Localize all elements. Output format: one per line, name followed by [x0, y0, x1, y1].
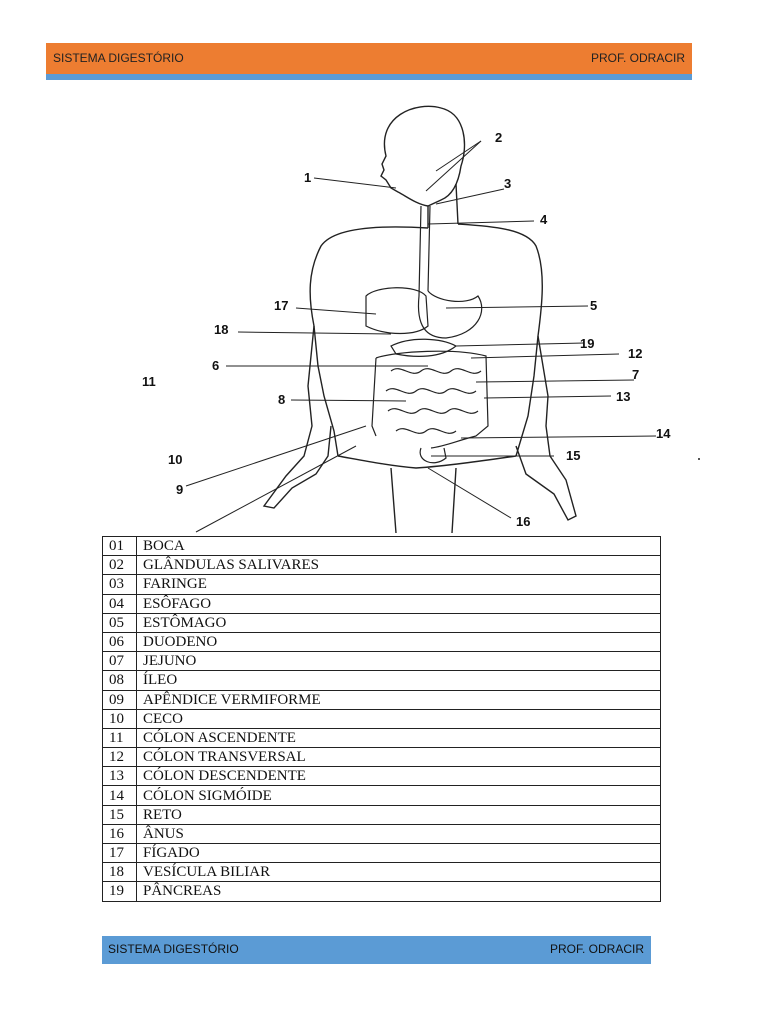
- diagram-label-16: 16: [516, 514, 531, 529]
- table-row: [103, 613, 661, 632]
- row-name: JEJUNO: [137, 652, 661, 671]
- row-number: 11: [103, 728, 137, 747]
- row-number: 15: [103, 805, 137, 824]
- row-name: CECO: [137, 709, 661, 728]
- table-row: [103, 671, 661, 690]
- diagram-label-15: 15: [566, 448, 581, 463]
- row-name: BOCA: [137, 537, 661, 556]
- row-name: CÓLON ASCENDENTE: [137, 728, 661, 747]
- diagram-label-9: 9: [176, 482, 184, 497]
- diagram-label-7: 7: [632, 367, 640, 382]
- row-name: ESTÔMAGO: [137, 613, 661, 632]
- diagram-label-8: 8: [278, 392, 286, 407]
- row-number: 05: [103, 613, 137, 632]
- diagram-label-1: 1: [304, 170, 312, 185]
- table-row: [103, 805, 661, 824]
- diagram-label-5: 5: [590, 298, 598, 313]
- diagram-label-13: 13: [616, 389, 631, 404]
- row-number: 04: [103, 594, 137, 613]
- diagram-label-19: 19: [580, 336, 595, 351]
- row-name: VESÍCULA BILIAR: [137, 863, 661, 882]
- row-name: RETO: [137, 805, 661, 824]
- table-row: [103, 632, 661, 651]
- row-number: 03: [103, 575, 137, 594]
- table-row: [103, 844, 661, 863]
- diagram-label-3: 3: [504, 176, 512, 191]
- table-row: [103, 690, 661, 709]
- stray-dot: [698, 458, 700, 460]
- row-number: 17: [103, 844, 137, 863]
- row-number: 14: [103, 786, 137, 805]
- row-name: FARINGE: [137, 575, 661, 594]
- row-name: CÓLON SIGMÓIDE: [137, 786, 661, 805]
- row-name: ESÔFAGO: [137, 594, 661, 613]
- diagram-label-11: 11: [142, 374, 156, 389]
- table-row: [103, 652, 661, 671]
- row-number: 08: [103, 671, 137, 690]
- page-footer: [102, 936, 651, 964]
- table-row: [103, 556, 661, 575]
- row-name: GLÂNDULAS SALIVARES: [137, 556, 661, 575]
- header-title: SISTEMA DIGESTÓRIO: [53, 51, 184, 65]
- table-row: [103, 575, 661, 594]
- row-number: 13: [103, 767, 137, 786]
- table-row: [103, 537, 661, 556]
- table-row: [103, 728, 661, 747]
- digestive-system-diagram: [142, 96, 671, 533]
- diagram-label-12: 12: [628, 346, 643, 361]
- diagram-label-14: 14: [656, 426, 671, 441]
- header-author: PROF. ODRACIR: [590, 51, 685, 65]
- row-number: 02: [103, 556, 137, 575]
- table-row: [103, 594, 661, 613]
- page-header: [46, 43, 692, 80]
- table-row: [103, 767, 661, 786]
- header-stripe: [46, 74, 692, 80]
- row-name: DUODENO: [137, 632, 661, 651]
- table-row: [103, 863, 661, 882]
- row-number: 06: [103, 632, 137, 651]
- organs-table: [102, 536, 661, 902]
- row-name: ÂNUS: [137, 824, 661, 843]
- diagram-label-2: 2: [495, 130, 503, 145]
- table-row: [103, 824, 661, 843]
- row-number: 12: [103, 748, 137, 767]
- diagram-label-18: 18: [214, 322, 229, 337]
- row-number: 18: [103, 863, 137, 882]
- row-name: ÍLEO: [137, 671, 661, 690]
- row-number: 10: [103, 709, 137, 728]
- row-number: 09: [103, 690, 137, 709]
- row-name: APÊNDICE VERMIFORME: [137, 690, 661, 709]
- diagram-label-4: 4: [540, 212, 548, 227]
- table-row: [103, 882, 661, 901]
- table-row: [103, 748, 661, 767]
- row-number: 16: [103, 824, 137, 843]
- row-name: CÓLON TRANSVERSAL: [137, 748, 661, 767]
- diagram-label-6: 6: [212, 358, 220, 373]
- row-number: 19: [103, 882, 137, 901]
- row-name: PÂNCREAS: [137, 882, 661, 901]
- row-number: 07: [103, 652, 137, 671]
- row-number: 01: [103, 537, 137, 556]
- row-name: CÓLON DESCENDENTE: [137, 767, 661, 786]
- footer-title: SISTEMA DIGESTÓRIO: [108, 942, 239, 956]
- diagram-label-10: 10: [168, 452, 183, 467]
- footer-author: PROF. ODRACIR: [549, 942, 644, 956]
- organs-table-body: [103, 537, 661, 902]
- row-name: FÍGADO: [137, 844, 661, 863]
- table-row: [103, 786, 661, 805]
- diagram-label-17: 17: [274, 298, 289, 313]
- diagram-labels: [142, 130, 671, 529]
- table-row: [103, 709, 661, 728]
